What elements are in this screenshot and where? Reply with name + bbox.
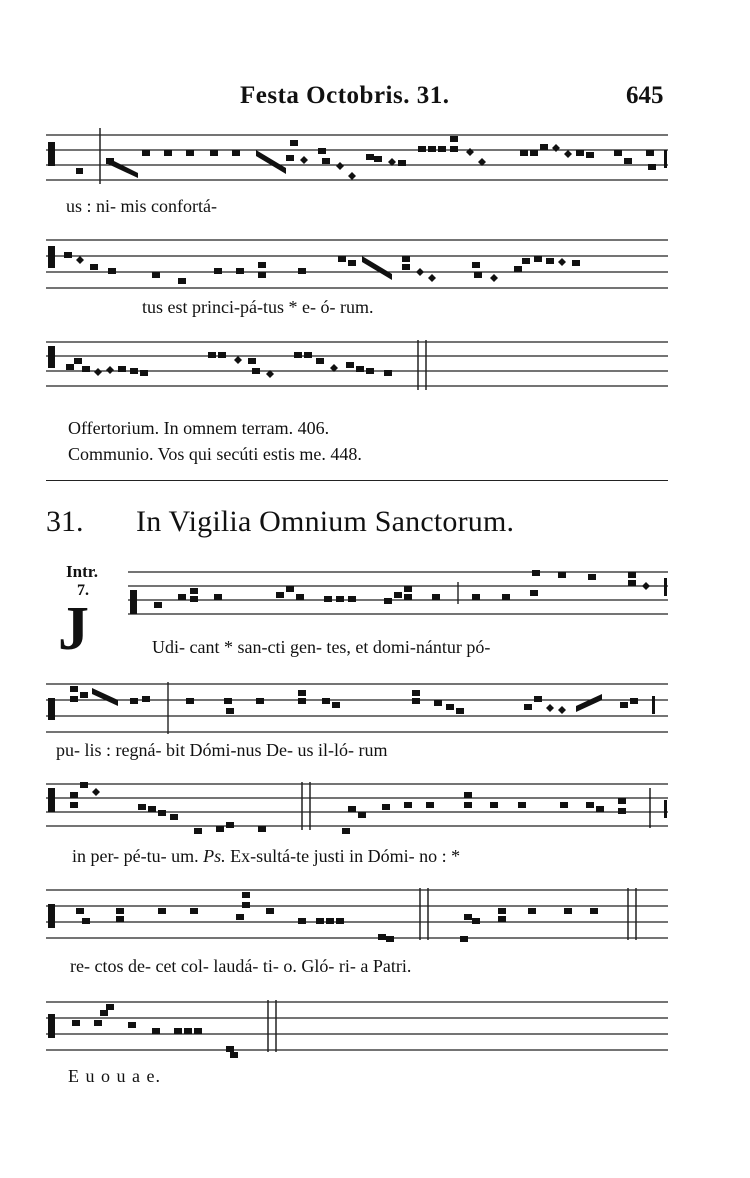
initial-letter: J — [58, 595, 89, 663]
music-staff — [46, 884, 668, 948]
neumes — [48, 686, 655, 720]
neumes — [130, 570, 667, 614]
section-divider — [46, 480, 668, 481]
neumes — [48, 892, 598, 942]
lyrics-line: Udi- cant * san-cti gen- tes, et domi-nántur pó- — [152, 637, 491, 657]
lyrics-line: tus est princi-pá-tus * e- ó- rum. — [142, 297, 374, 317]
music-staff — [46, 336, 668, 396]
staff-lines — [46, 996, 668, 1060]
music-staff — [46, 778, 668, 840]
music-staff — [46, 678, 668, 742]
page-number: 645 — [626, 82, 664, 109]
lyrics-line: E u o u a e. — [68, 1066, 161, 1086]
communio-reference: Communio. Vos qui secúti estis me. 448. — [68, 444, 362, 464]
staff-lines — [46, 234, 668, 296]
lyrics-segment: Ex-sultá-te justi in Dómi- no : * — [230, 846, 461, 866]
staff-lines — [46, 336, 668, 396]
music-staff — [46, 996, 668, 1060]
feast-title: In Vigilia Omnium Sanctorum. — [136, 505, 515, 538]
lyrics-segment: in per- pé-tu- um. — [72, 846, 199, 866]
offertorium-reference: Offertorium. In omnem terram. 406. — [68, 418, 330, 438]
staff-lines — [46, 128, 668, 188]
music-staff — [128, 566, 668, 628]
psalm-label: Ps. — [203, 846, 226, 866]
neumes — [48, 246, 580, 284]
neumes — [48, 136, 667, 180]
staff-lines — [128, 566, 668, 628]
running-title: Festa Octobris. 31. — [240, 82, 450, 109]
feast-number: 31. — [46, 505, 84, 538]
neumes — [48, 346, 392, 378]
introit-label: Intr. — [66, 562, 98, 581]
staff-lines — [46, 778, 668, 840]
music-staff — [46, 128, 668, 188]
lyrics-line: pu- lis : regná- bit Dómi-nus De- us il-ló- rum — [56, 740, 388, 760]
staff-lines — [46, 678, 668, 742]
lyrics-line: us : ni- mis confortá- — [66, 196, 217, 216]
mode-label: 7. — [77, 582, 89, 599]
music-staff — [46, 234, 668, 296]
lyrics-line — [72, 846, 460, 867]
lyrics-line: re- ctos de- cet col- laudá- ti- o. Gló- ri- a Patri. — [70, 956, 412, 976]
staff-lines — [46, 884, 668, 948]
